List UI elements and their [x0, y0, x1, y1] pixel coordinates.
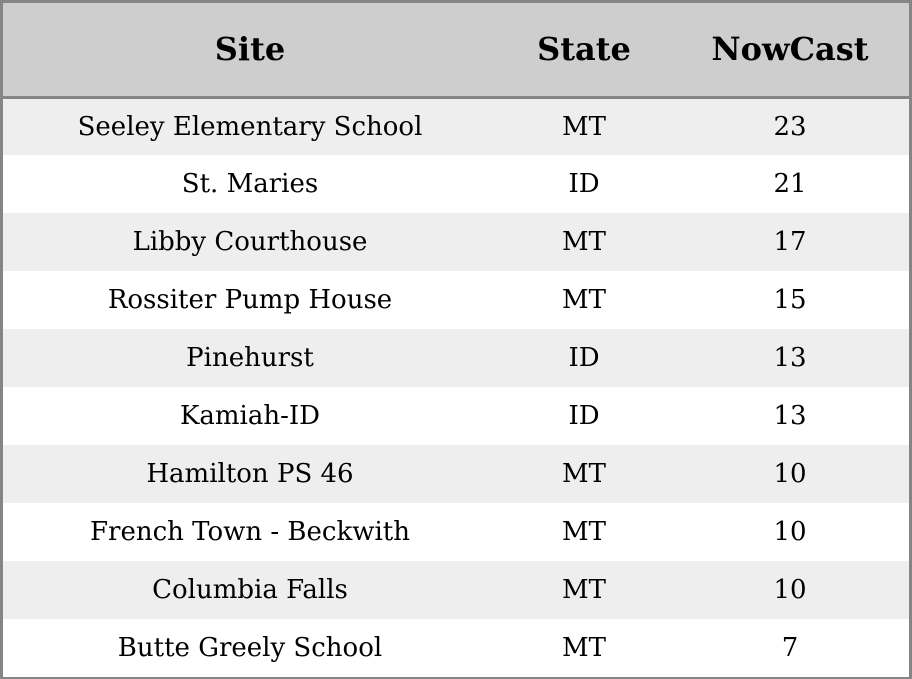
nowcast-table [3, 3, 909, 677]
nowcast-cell: 15 [773, 285, 807, 315]
site-cell: St. Maries [181, 169, 319, 199]
site-cell: Seeley Elementary School [77, 111, 423, 142]
table-body [3, 97, 909, 677]
table-row [3, 329, 909, 387]
state-cell: MT [562, 517, 606, 547]
nowcast-cell: 10 [773, 575, 807, 605]
state-cell: ID [568, 401, 600, 431]
nowcast-cell: 17 [773, 227, 807, 257]
site-cell: Libby Courthouse [132, 227, 368, 257]
site-cell: Kamiah-ID [179, 401, 321, 431]
table-row [3, 155, 909, 213]
column-header-state: State [497, 3, 671, 97]
site-cell: French Town - Beckwith [89, 517, 411, 547]
column-header-site: Site [3, 3, 497, 97]
state-cell: ID [568, 343, 600, 373]
site-cell: Pinehurst [186, 343, 314, 373]
state-cell: ID [568, 169, 600, 199]
site-cell: Butte Greely School [117, 633, 383, 663]
table-row [3, 445, 909, 503]
table-row [3, 387, 909, 445]
state-cell: MT [562, 459, 606, 489]
state-cell: MT [562, 227, 606, 257]
table-row [3, 97, 909, 155]
site-cell: Rossiter Pump House [107, 285, 393, 315]
state-cell: MT [562, 633, 606, 663]
table-row [3, 271, 909, 329]
nowcast-cell: 7 [781, 633, 799, 663]
site-cell: Hamilton PS 46 [146, 459, 354, 489]
nowcast-cell: 13 [773, 401, 807, 431]
table-row [3, 561, 909, 619]
table-row [3, 503, 909, 561]
state-cell: MT [562, 111, 606, 142]
nowcast-cell: 23 [773, 111, 807, 142]
state-cell: MT [562, 285, 606, 315]
state-cell: MT [562, 575, 606, 605]
header-row [3, 3, 909, 97]
table-header [3, 3, 909, 97]
nowcast-cell: 10 [773, 517, 807, 547]
site-cell: Columbia Falls [152, 575, 348, 605]
nowcast-cell: 10 [773, 459, 807, 489]
nowcast-cell: 21 [773, 169, 807, 199]
table-row [3, 619, 909, 677]
column-header-nowcast: NowCast [671, 3, 909, 97]
nowcast-cell: 13 [773, 343, 807, 373]
table-row [3, 213, 909, 271]
